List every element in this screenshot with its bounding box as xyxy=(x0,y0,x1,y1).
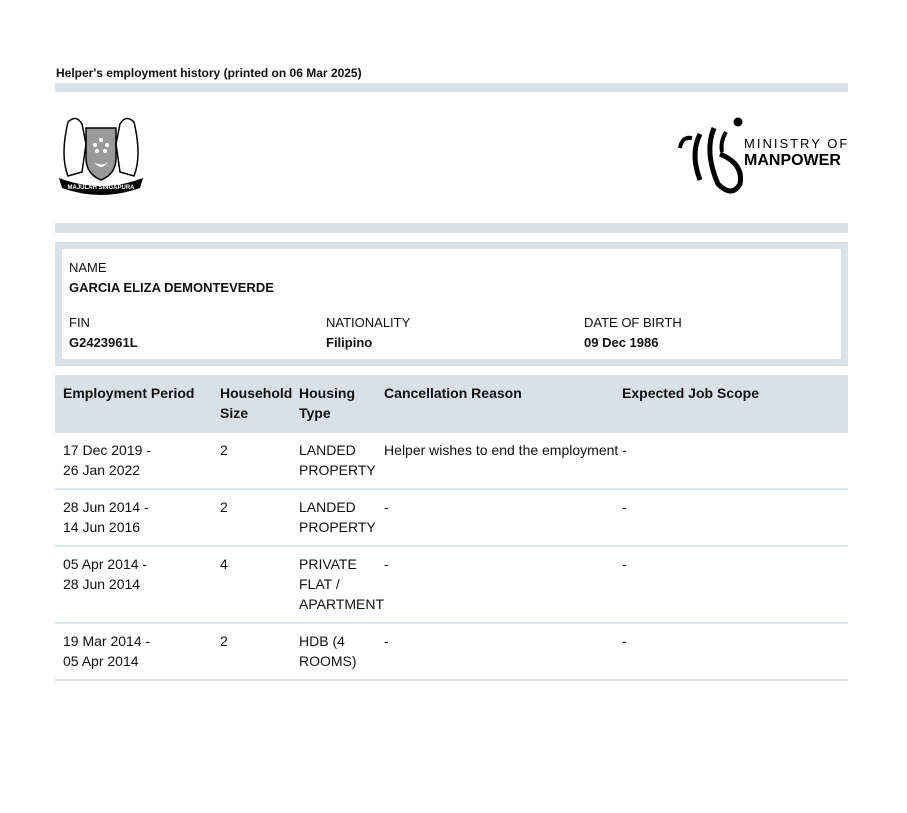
divider xyxy=(55,83,848,92)
period-start: 05 Apr 2014 - xyxy=(63,556,148,572)
singapore-coat-of-arms-logo xyxy=(56,114,146,196)
employment-period-cell xyxy=(55,623,220,680)
table-row xyxy=(55,623,848,680)
header-housing-type: Housing Type xyxy=(299,375,384,433)
dob-label: DATE OF BIRTH xyxy=(584,315,682,330)
employment-period-cell xyxy=(55,489,220,546)
header-employment-period: Employment Period xyxy=(55,375,220,433)
housing-type-cell: PRIVATE FLAT / APARTMENT xyxy=(299,546,384,623)
logo-line2: MANPOWER xyxy=(744,152,841,169)
logo-motto: MAJULAH SINGAPURA xyxy=(67,185,135,191)
expected-job-scope-cell: - xyxy=(622,623,848,680)
name-value: GARCIA ELIZA DEMONTEVERDE xyxy=(69,280,274,295)
document-title: Helper's employment history (printed on 06 Mar 2025) xyxy=(56,66,362,80)
header-household-size: Household Size xyxy=(220,375,299,433)
employment-period-cell xyxy=(55,546,220,623)
household-size-cell: 2 xyxy=(220,433,299,489)
period-end: 28 Jun 2014 xyxy=(63,576,141,592)
ministry-of-manpower-logo xyxy=(676,114,851,198)
expected-job-scope-cell: - xyxy=(622,433,848,489)
divider xyxy=(55,223,848,233)
name-label: NAME xyxy=(69,260,107,275)
household-size-cell: 4 xyxy=(220,546,299,623)
table-row xyxy=(55,546,848,623)
period-end: 05 Apr 2014 xyxy=(63,653,139,669)
housing-type-cell: LANDED PROPERTY xyxy=(299,433,384,489)
header-cancellation-reason: Cancellation Reason xyxy=(384,375,622,433)
dob-value: 09 Dec 1986 xyxy=(584,335,659,350)
period-start: 19 Mar 2014 - xyxy=(63,633,151,649)
household-size-cell: 2 xyxy=(220,623,299,680)
expected-job-scope-cell: - xyxy=(622,489,848,546)
period-start: 17 Dec 2019 - xyxy=(63,442,151,458)
fin-value: G2423961L xyxy=(69,335,138,350)
fin-label: FIN xyxy=(69,315,90,330)
housing-type-cell: HDB (4 ROOMS) xyxy=(299,623,384,680)
helper-profile-card xyxy=(55,242,848,366)
household-size-cell: 2 xyxy=(220,489,299,546)
nationality-label: NATIONALITY xyxy=(326,315,411,330)
cancellation-reason-cell: - xyxy=(384,623,622,680)
period-end: 26 Jan 2022 xyxy=(63,462,141,478)
housing-type-cell: LANDED PROPERTY xyxy=(299,489,384,546)
period-start: 28 Jun 2014 - xyxy=(63,499,149,515)
logo-line1: MINISTRY OF xyxy=(744,136,850,151)
cancellation-reason-cell: - xyxy=(384,546,622,623)
table-row xyxy=(55,489,848,546)
employment-history-table xyxy=(55,375,848,681)
nationality-value: Filipino xyxy=(326,335,373,350)
header-expected-job-scope: Expected Job Scope xyxy=(622,375,848,433)
employment-period-cell xyxy=(55,433,220,489)
table-row xyxy=(55,433,848,489)
expected-job-scope-cell: - xyxy=(622,546,848,623)
period-end: 14 Jun 2016 xyxy=(63,519,141,535)
cancellation-reason-cell: - xyxy=(384,489,622,546)
cancellation-reason-cell: Helper wishes to end the employment xyxy=(384,433,622,489)
